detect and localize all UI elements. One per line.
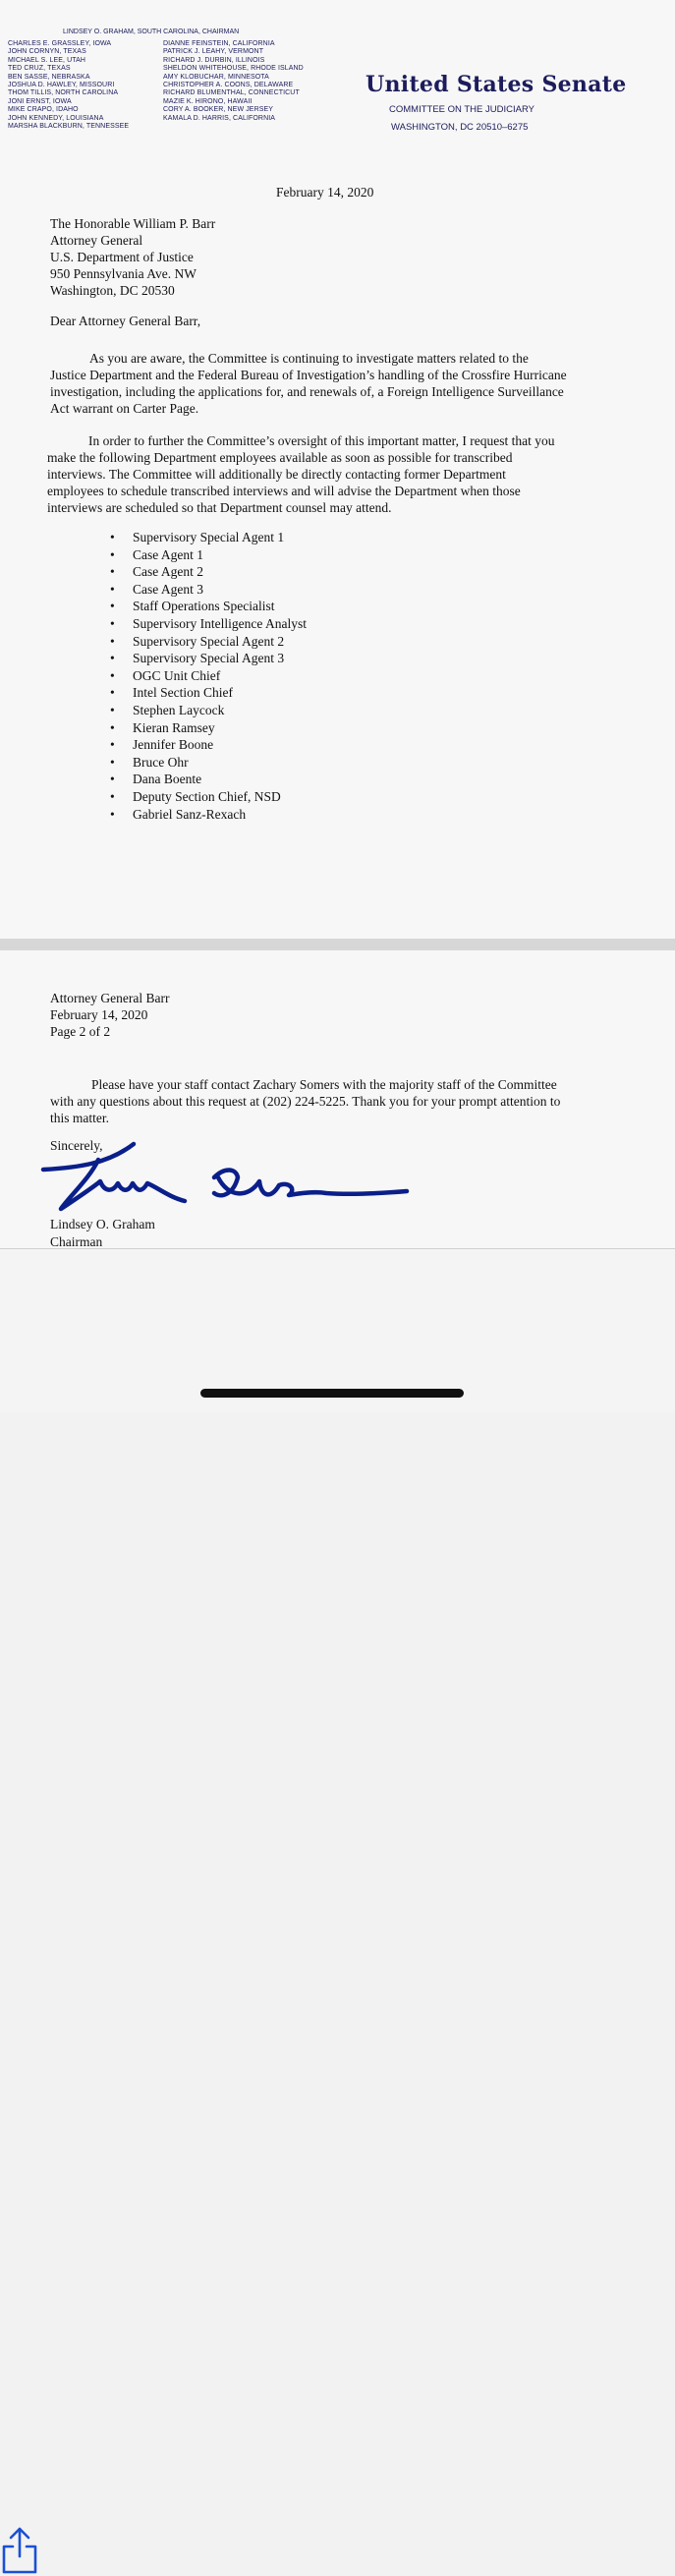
list-item: • Kieran Ramsey [110, 719, 307, 737]
paragraph-line: employees to schedule transcribed interviews and will advise the Department when those [47, 484, 521, 498]
member: JOHN KENNEDY, LOUISIANA [8, 114, 104, 122]
list-item: • Case Agent 1 [110, 546, 307, 564]
share-icon[interactable] [0, 2525, 39, 2576]
member: PATRICK J. LEAHY, VERMONT [163, 48, 264, 56]
paragraph-line: Justice Department and the Federal Bureau of Investigation’s handling of the Crossfire Hurricane [50, 368, 567, 382]
signer-title: Chairman [50, 1234, 103, 1248]
list-item: • Gabriel Sanz-Rexach [110, 806, 307, 824]
paragraph-line: In order to further the Committee’s oversight of this important matter, I request that you [88, 433, 555, 448]
recipient-line: Attorney General [50, 233, 143, 248]
member: JONI ERNST, IOWA [8, 97, 72, 105]
committee-address: WASHINGTON, DC 20510–6275 [391, 122, 529, 133]
member: JOSHUA D. HAWLEY, MISSOURI [8, 82, 115, 89]
member: KAMALA D. HARRIS, CALIFORNIA [163, 114, 276, 122]
member: THOM TILLIS, NORTH CAROLINA [8, 89, 119, 97]
list-item: • Staff Operations Specialist [110, 598, 307, 615]
paragraph-line: investigation, including the applications for, and renewals of, a Foreign Intelligence Surveillance [50, 384, 564, 399]
page-separator [0, 939, 675, 950]
paragraph-line: this matter. [50, 1111, 109, 1125]
list-item: • Case Agent 2 [110, 563, 307, 581]
paragraph-2 [47, 432, 554, 516]
recipient-line: Washington, DC 20530 [50, 283, 175, 298]
recipient-line: The Honorable William P. Barr [50, 216, 216, 231]
list-item: • Supervisory Special Agent 1 [110, 529, 307, 546]
member: CHRISTOPHER A. COONS, DELAWARE [163, 82, 294, 89]
list-item: • Stephen Laycock [110, 702, 307, 719]
bottom-toolbar [0, 1248, 675, 1412]
paragraph-line: As you are aware, the Committee is continuing to investigate matters related to the [89, 351, 529, 366]
member: JOHN CORNYN, TEXAS [8, 48, 86, 56]
list-item: • Supervisory Intelligence Analyst [110, 615, 307, 633]
member: RICHARD J. DURBIN, ILLINOIS [163, 56, 265, 64]
page-2-header-line: Page 2 of 2 [50, 1024, 111, 1039]
member: TED CRUZ, TEXAS [8, 65, 71, 73]
chairman-line: LINDSEY O. GRAHAM, SOUTH CAROLINA, CHAIRMAN [63, 29, 240, 35]
paragraph-line: interviews are scheduled so that Department counsel may attend. [47, 500, 392, 515]
member: CORY A. BOOKER, NEW JERSEY [163, 106, 274, 114]
salutation: Dear Attorney General Barr, [50, 314, 201, 328]
list-item: • Case Agent 3 [110, 581, 307, 599]
signer-name: Lindsey O. Graham [50, 1217, 155, 1231]
committee-name: COMMITTEE ON THE JUDICIARY [389, 104, 534, 115]
paragraph-1 [50, 350, 567, 417]
list-item: • OGC Unit Chief [110, 667, 307, 685]
paragraph-line: Act warrant on Carter Page. [50, 401, 199, 416]
member: CHARLES E. GRASSLEY, IOWA [8, 40, 112, 47]
paragraph-line: with any questions about this request at (202) 224-5225. Thank you for your prompt attention to [50, 1094, 561, 1109]
members-right [163, 40, 304, 123]
letter-date: February 14, 2020 [276, 185, 374, 200]
member: MIKE CRAPO, IDAHO [8, 106, 79, 114]
employee-list [110, 529, 307, 823]
paragraph-line: Please have your staff contact Zachary Somers with the majority staff of the Committee [91, 1077, 557, 1092]
member: SHELDON WHITEHOUSE, RHODE ISLAND [163, 65, 304, 73]
list-item: • Supervisory Special Agent 3 [110, 650, 307, 667]
letter-page-1 [0, 0, 675, 939]
member: MAZIE K. HIRONO, HAWAII [163, 97, 253, 105]
senate-heading: United States Senate [366, 72, 627, 97]
paragraph-line: interviews. The Committee will additionally be directly contacting former Department [47, 467, 506, 482]
member: MICHAEL S. LEE, UTAH [8, 56, 86, 64]
list-item: • Supervisory Special Agent 2 [110, 633, 307, 651]
closing: Sincerely, [50, 1138, 103, 1153]
recipient-line: 950 Pennsylvania Ave. NW [50, 266, 197, 281]
recipient-address [50, 215, 215, 299]
list-item: • Dana Boente [110, 771, 307, 788]
signature [39, 1138, 413, 1217]
page-2-header-line: February 14, 2020 [50, 1007, 148, 1022]
member: DIANNE FEINSTEIN, CALIFORNIA [163, 40, 275, 47]
members-left [8, 40, 129, 131]
list-item: • Bruce Ohr [110, 754, 307, 772]
paragraph-line: make the following Department employees available as soon as possible for transcribed [47, 450, 513, 465]
home-indicator[interactable] [200, 1389, 464, 1398]
page-2-header [50, 990, 169, 1040]
list-item: • Jennifer Boone [110, 736, 307, 754]
recipient-line: U.S. Department of Justice [50, 250, 194, 264]
closing-paragraph [50, 1076, 560, 1126]
list-item: • Deputy Section Chief, NSD [110, 788, 307, 806]
member: MARSHA BLACKBURN, TENNESSEE [8, 123, 130, 131]
member: AMY KLOBUCHAR, MINNESOTA [163, 73, 269, 81]
member: BEN SASSE, NEBRASKA [8, 73, 90, 81]
page-2-header-line: Attorney General Barr [50, 991, 170, 1005]
member: RICHARD BLUMENTHAL, CONNECTICUT [163, 89, 300, 97]
list-item: • Intel Section Chief [110, 684, 307, 702]
